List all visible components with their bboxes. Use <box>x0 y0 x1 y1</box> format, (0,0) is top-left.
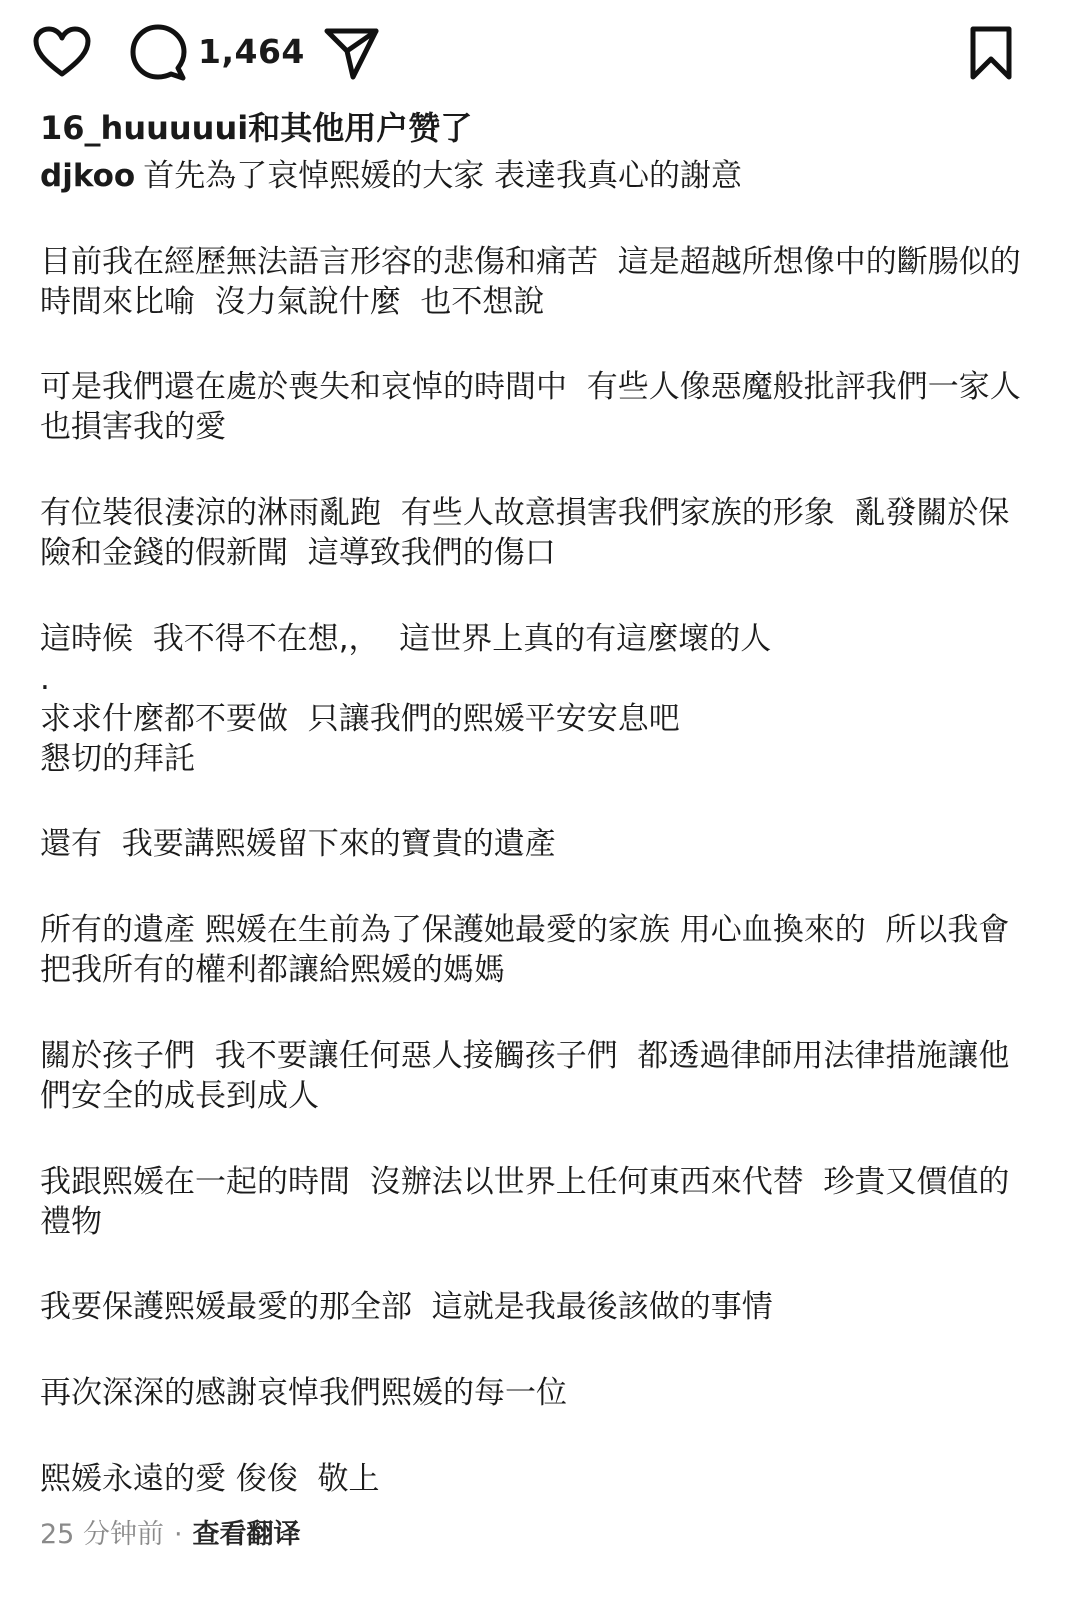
caption-paragraph: 再次深深的感謝哀悼我們熙媛的每一位 <box>40 1375 567 1411</box>
caption-text: 首先為了哀悼熙媛的大家 表達我真心的謝意 <box>143 158 743 194</box>
save-button[interactable] <box>962 22 1020 84</box>
share-button[interactable] <box>320 22 382 84</box>
caption-paragraph: 這時候 我不得不在想,， 這世界上真的有這麼壞的人 . 求求什麼都不要做 只讓我們的熙媛平安安息吧 懇切的拜託 <box>40 621 772 777</box>
caption-paragraph: 所有的遺產 熙媛在生前為了保護她最愛的家族 用心血換來的 所以我會把我所有的權利都讓給熙媛的媽媽 <box>40 912 1010 988</box>
caption-paragraph: 熙媛永遠的愛 俊俊 敬上 <box>40 1461 380 1497</box>
footer-separator: · <box>173 1519 183 1550</box>
paper-plane-icon <box>322 24 380 82</box>
comment-icon <box>129 23 187 81</box>
caption-paragraph: 可是我們還在處於喪失和哀悼的時間中 有些人像惡魔般批評我們一家人 也損害我的愛 <box>40 369 1041 445</box>
caption-username[interactable]: djkoo <box>40 158 136 194</box>
bookmark-icon <box>967 25 1015 81</box>
comment-button[interactable] <box>128 22 188 82</box>
post-footer <box>40 1517 301 1553</box>
caption-first-line <box>40 156 1030 199</box>
likes-summary[interactable]: 16_huuuuui和其他用户赞了 <box>40 109 473 147</box>
see-translation-link[interactable]: 查看翻译 <box>192 1519 301 1550</box>
caption-paragraph: 有位裝很淒涼的淋雨亂跑 有些人故意損害我們家族的形象 亂發關於保險和金錢的假新聞 這導致我們的傷口 <box>40 495 1010 571</box>
caption-paragraph: 我要保護熙媛最愛的那全部 這就是我最後該做的事情 <box>40 1289 773 1325</box>
post-action-bar <box>0 18 1076 88</box>
post-caption <box>40 156 1041 1499</box>
caption-paragraph: 我跟熙媛在一起的時間 沒辦法以世界上任何東西來代替 珍貴又價值的禮物 <box>40 1164 1010 1240</box>
post-timestamp: 25 分钟前 <box>40 1519 164 1550</box>
caption-paragraph: 目前我在經歷無法語言形容的悲傷和痛苦 這是超越所想像中的斷腸似的時間來比喻 沒力氣說什麼 也不想說 <box>40 244 1021 320</box>
caption-paragraph: 關於孩子們 我不要讓任何惡人接觸孩子們 都透過律師用法律措施讓他們安全的成長到成人 <box>40 1038 1010 1114</box>
caption-paragraph: 還有 我要講熙媛留下來的寶貴的遺產 <box>40 826 556 862</box>
heart-icon <box>33 26 91 78</box>
comment-count[interactable]: 1,464 <box>198 32 305 71</box>
like-button[interactable] <box>32 22 92 82</box>
